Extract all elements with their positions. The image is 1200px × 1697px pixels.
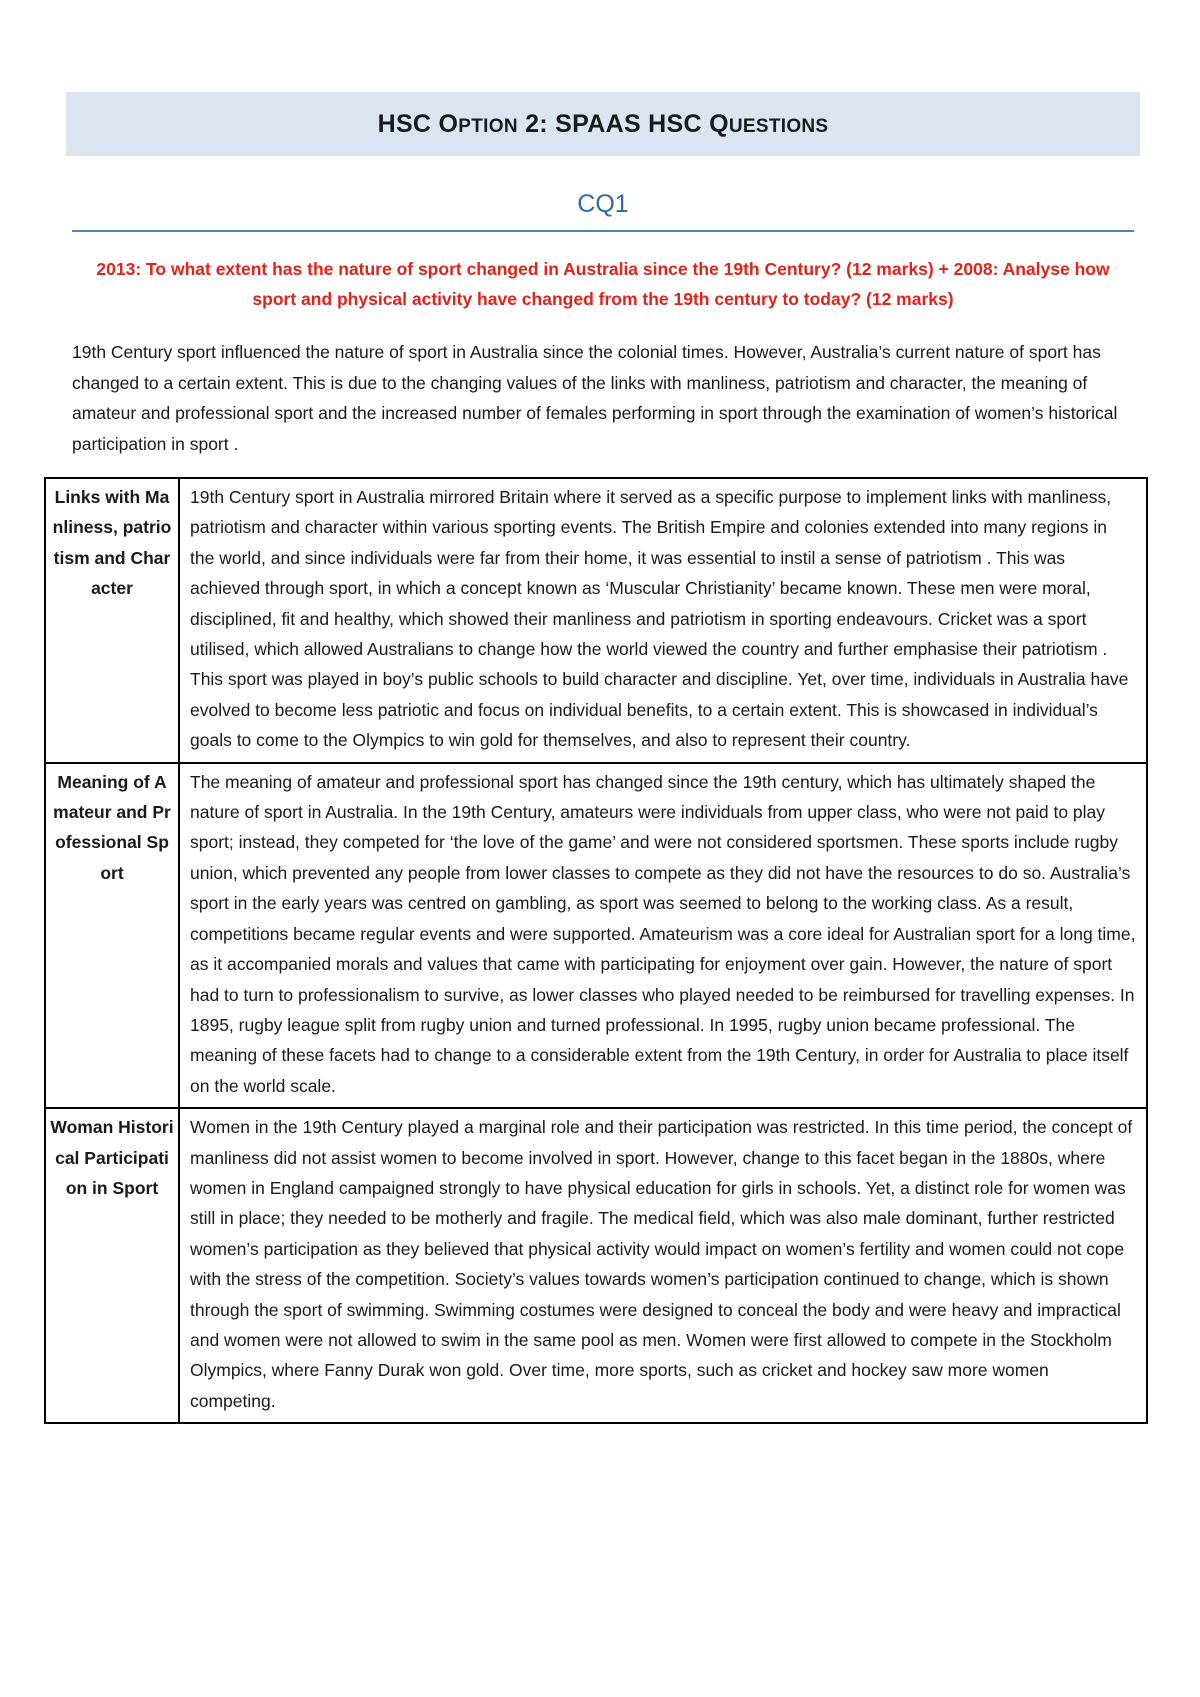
title-band <box>66 92 1140 156</box>
title-part-4: UESTIONS <box>728 115 829 137</box>
row-label: Woman Historical Participation in Sport <box>45 1108 179 1423</box>
section-heading: CQ1 <box>577 190 629 218</box>
table-row <box>45 478 1147 763</box>
section-divider <box>72 230 1134 232</box>
row-text: Women in the 19th Century played a marginal role and their participation was restricted. In this time period, the concept of manliness did not assist women to become involved in sport. However, change to this facet began in the 1880s, where women in England campaigned strongly to have physical education for girls in schools. Yet, a distinct role for women was still in place; they needed to be motherly and fragile. The medical field, which was also male dominant, further restricted women’s participation as they believed that physical activity would impact on women’s fertility and women could not cope with the stress of the competition. Society’s values towards women’s participation continued to change, which is shown through the sport of swimming. Swimming costumes were designed to conceal the body and were heavy and impractical and women were not allowed to swim in the same pool as men. Women were first allowed to compete in the Stockholm Olympics, where Fanny Durak won gold. Over time, more sports, such as cricket and hockey saw more women competing. <box>179 1108 1147 1423</box>
content-table <box>44 477 1148 1424</box>
row-label: Links with Manliness, patriotism and Character <box>45 478 179 763</box>
title-part-1: HSC O <box>377 109 459 138</box>
page-title <box>378 110 829 139</box>
intro-paragraph: 19th Century sport influenced the nature of sport in Australia since the colonial times. However, Australia’s current nature of sport has changed to a certain extent. This is due to the changing values of the links with manliness, patriotism and character, the meaning of amateur and professional sport and the increased number of females performing in sport through the examination of women’s historical participation in sport . <box>72 342 1118 454</box>
row-text: 19th Century sport in Australia mirrored Britain where it served as a specific purpose to implement links with manliness, patriotism and character within various sporting events. The British Empire and colonies extended into many regions in the world, and since individuals were far from their home, it was essential to instil a sense of patriotism . This was achieved through sport, in which a concept known as ‘Muscular Christianity’ became known. These men were moral, disciplined, fit and healthy, which showed their manliness and patriotism in sporting endeavours. Cricket was a sport utilised, which allowed Australians to change how the world viewed the country and further emphasise their patriotism . This sport was played in boy’s public schools to build character and discipline. Yet, over time, individuals in Australia have evolved to become less patriotic and focus on individual benefits, to a certain extent. This is showcased in individual’s goals to come to the Olympics to win gold for themselves, and also to represent their country. <box>179 478 1147 763</box>
table-row <box>45 763 1147 1108</box>
table-row <box>45 1108 1147 1423</box>
exam-question: 2013: To what extent has the nature of sport changed in Australia since the 19th Century? (12 marks) + 2008: Analyse how sport and physical activity have changed from the 19th century to today? (12 marks) <box>96 259 1110 309</box>
title-part-2: PTION <box>458 115 518 137</box>
row-label: Meaning of Amateur and Professional Sport <box>45 763 179 1108</box>
row-text: The meaning of amateur and professional sport has changed since the 19th century, which has ultimately shaped the nature of sport in Australia. In the 19th Century, amateurs were individuals from upper class, who were not paid to play sport; instead, they competed for ‘the love of the game’ and were not considered sportsmen. These sports include rugby union, which prevented any people from lower classes to compete as they did not have the resources to do so. Australia’s sport in the early years was centred on gambling, as sport was seemed to belong to the working class. As a result, competitions became regular events and were supported. Amateurism was a core ideal for Australian sport for a long time, as it accompanied morals and values that came with participating for enjoyment over gain. However, the nature of sport had to turn to professionalism to survive, as lower classes who played needed to be reimbursed for travelling expenses. In 1895, rugby league split from rugby union and turned professional. In 1995, rugby union became professional. The meaning of these facets had to change to a considerable extent from the 19th Century, in order for Australia to place itself on the world scale. <box>179 763 1147 1108</box>
title-part-3: 2: SPAAS HSC Q <box>517 109 729 138</box>
